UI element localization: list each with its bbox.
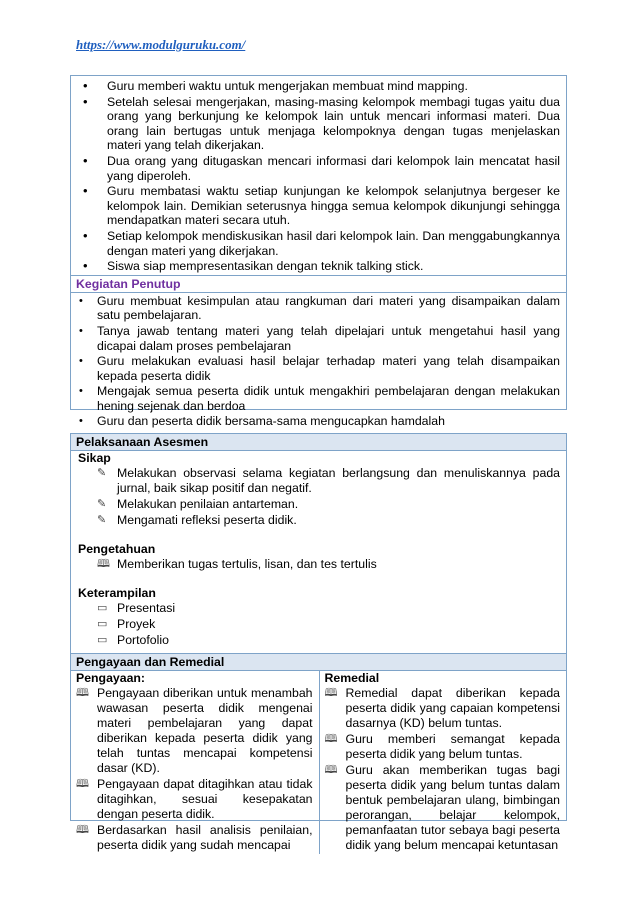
- keterampilan-list: [71, 601, 566, 648]
- list-item: 🕮 Remedial dapat diberikan kepada peserta didik yang capaian kompetensi dasarnya (KD) belum tuntas.: [324, 686, 560, 730]
- keterampilan-heading: Keterampilan: [78, 586, 156, 600]
- book-icon: 🕮: [76, 778, 89, 790]
- list-item: ▭ Proyek: [97, 617, 156, 631]
- book-icon: 🕮: [76, 687, 89, 699]
- list-item: • Guru memberi waktu untuk mengerjakan membuat mind mapping.: [71, 79, 566, 94]
- list-item: • Guru membuat kesimpulan atau rangkuman dari materi yang disampaikan dalam satu pembelajaran.: [71, 294, 566, 323]
- list-item: ▭ Portofolio: [97, 633, 169, 647]
- list-item: 🕮 Guru akan memberikan tugas bagi peserta didik yang belum tuntas dalam bentuk pembelajaran ulang, bimbingan perorangan, belajar kelompok, pemanfaatan tutor sebaya bagi peserta didik yang belum mencapai ketuntasan: [324, 763, 560, 852]
- computer-icon: ▭: [97, 602, 108, 614]
- book-icon: 🕮: [76, 824, 89, 836]
- steps-list: [71, 76, 566, 274]
- list-item: 🕮 Guru memberi semangat kepada peserta didik yang belum tuntas.: [324, 732, 560, 761]
- book-icon: 🕮: [324, 764, 338, 776]
- pengayaan-list: [71, 686, 319, 853]
- pencil-icon: ✎: [97, 498, 107, 510]
- pengayaan-heading: Pengayaan:: [76, 671, 146, 685]
- pengayaan-column: [71, 671, 319, 854]
- remedial-list: [320, 686, 567, 853]
- list-item: • Mengajak semua peserta didik untuk mengakhiri pembelajaran dengan melakukan hening sejenak dan berdoa: [71, 384, 566, 413]
- pencil-icon: ✎: [97, 467, 107, 479]
- list-item: ✎ Mengamati refleksi peserta didik.: [97, 513, 297, 527]
- list-item: • Setelah selesai mengerjakan, masing-masing kelompok membagi tugas yaitu dua orang yang berkunjung ke kelompok lain untuk mencari informasi materi. Dua orang lain bertugas untuk menjaga kelompoknya dengan tugas menjelaskan materi yang telah dikerjakan.: [71, 95, 566, 153]
- list-item: • Tanya jawab tentang materi yang telah dipelajari untuk mengetahui hasil yang dicapai dalam proses pembelajaran: [71, 324, 566, 353]
- list-item: 🕮 Memberikan tugas tertulis, lisan, dan tes tertulis: [97, 557, 377, 571]
- asesmen-heading: Pelaksanaan Asesmen: [71, 434, 566, 451]
- penutup-list: [71, 292, 566, 429]
- asesmen-box: [70, 433, 567, 852]
- remedial-column: [319, 671, 567, 854]
- list-item: • Setiap kelompok mendiskusikan hasil dari kelompok lain. Dan menggabungkannya dengan materi yang dikerjakan.: [71, 229, 566, 258]
- list-item: ✎ Melakukan penilaian antarteman.: [97, 497, 299, 511]
- header-url[interactable]: https://www.modulguruku.com/: [76, 37, 246, 52]
- book-icon: 🕮: [97, 558, 110, 570]
- list-item: 🕮 Pengayaan dapat ditagihkan atau tidak ditagihkan, sesuai kesepakatan dengan peserta didik.: [76, 777, 313, 821]
- list-item: • Guru melakukan evaluasi hasil belajar terhadap materi yang telah disampaikan kepada peserta didik: [71, 354, 566, 383]
- sikap-list: [71, 466, 566, 528]
- penutup-heading: Kegiatan Penutup: [71, 275, 566, 292]
- list-item: ✎ Melakukan observasi selama kegiatan berlangsung dan menuliskannya pada jurnal, baik sikap positif dan negatif.: [97, 466, 560, 495]
- pencil-icon: ✎: [97, 514, 107, 526]
- book-icon: 🕮: [324, 687, 338, 699]
- remedial-heading: Pengayaan dan Remedial: [71, 653, 566, 671]
- list-item: 🕮 Pengayaan diberikan untuk menambah wawasan peserta didik mengenai materi pembelajaran yang dapat diberikan kepada peserta didik yang telah tuntas mencapai kompetensi dasar (KD).: [76, 686, 313, 775]
- pengetahuan-heading: Pengetahuan: [78, 542, 156, 556]
- list-item: • Guru membatasi waktu setiap kunjungan ke kelompok selanjutnya bergeser ke kelompok lain. Demikian seterusnya hingga semua kelompok dikunjungi sehingga mendapatkan materi secara utuh.: [71, 184, 566, 228]
- kegiatan-box: [70, 75, 567, 429]
- list-item: ▭ Presentasi: [97, 601, 176, 615]
- sikap-heading: Sikap: [78, 451, 111, 465]
- book-icon: 🕮: [324, 733, 338, 745]
- remedial-subheading: Remedial: [324, 671, 380, 685]
- pengetahuan-list: [71, 557, 566, 572]
- list-item: 🕮 Berdasarkan hasil analisis penilaian, peserta didik yang sudah mencapai: [76, 823, 313, 852]
- computer-icon: ▭: [97, 618, 108, 630]
- list-item: • Siswa siap mempresentasikan dengan teknik talking stick.: [71, 259, 566, 274]
- computer-icon: ▭: [97, 634, 108, 646]
- list-item: • Dua orang yang ditugaskan mencari informasi dari kelompok lain mencatat hasil yang diperoleh.: [71, 154, 566, 183]
- list-item: • Guru dan peserta didik bersama-sama mengucapkan hamdalah: [71, 414, 566, 429]
- remedial-columns: [71, 671, 566, 854]
